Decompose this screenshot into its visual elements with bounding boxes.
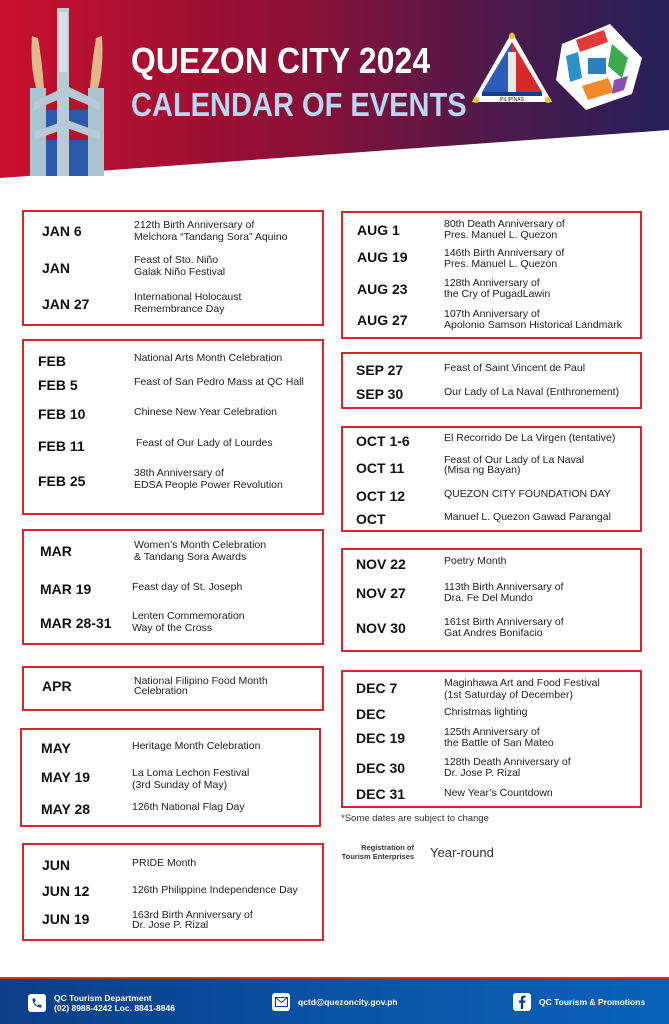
event-date: MAR 28-31 xyxy=(40,615,112,631)
event-desc: 113th Birth Anniversary of Dra. Fe Del Mundo xyxy=(444,581,564,604)
event-desc: 212th Birth Anniversary of Melchora “Tandang Sora” Aquino xyxy=(134,219,288,243)
footer-email[interactable] xyxy=(272,993,398,1011)
event-date: JAN 6 xyxy=(42,223,82,239)
event-desc: Christmas lighting xyxy=(444,706,528,718)
qc-tourism-logo-icon xyxy=(552,22,648,112)
footer xyxy=(0,977,669,1024)
event-desc: 163rd Birth Anniversary of Dr. Jose P. Rizal xyxy=(132,909,253,931)
event-date: OCT 1-6 xyxy=(356,433,410,449)
event-date: JAN 27 xyxy=(42,296,90,312)
event-desc: 38th Anniversary of EDSA People Power Revolution xyxy=(134,467,283,491)
header-banner xyxy=(0,0,669,180)
event-desc: Feast of Saint Vincent de Paul xyxy=(444,362,586,374)
seal-text: PILIPINAS xyxy=(500,97,524,103)
event-desc: Feast day of St. Joseph xyxy=(132,581,243,593)
footer-facebook[interactable] xyxy=(513,993,645,1011)
event-desc: La Loma Lechon Festival (3rd Sunday of May) xyxy=(132,767,250,791)
event-desc: Poetry Month xyxy=(444,555,507,567)
mail-icon xyxy=(272,993,290,1011)
event-date: DEC 19 xyxy=(356,730,406,746)
footer-email-address[interactable]: qctd@quezoncity.gov.ph xyxy=(298,997,398,1007)
event-desc: Feast of Our Lady of La Naval (Misa ng Bayan) xyxy=(444,454,585,476)
month-box-nov xyxy=(341,548,642,652)
event-date: SEP 27 xyxy=(356,362,404,378)
page-subtitle: CALENDAR OF EVENTS xyxy=(131,86,467,123)
month-box-oct xyxy=(341,426,642,532)
event-desc: 161st Birth Anniversary of Gat Andres Bonifacio xyxy=(444,616,564,639)
event-desc: Manuel L. Quezon Gawad Parangal xyxy=(444,511,611,523)
event-desc: Feast of San Pedro Mass at QC Hall xyxy=(134,376,304,388)
event-desc: National Arts Month Celebration xyxy=(134,352,283,364)
event-date: MAY xyxy=(41,740,71,756)
quezon-memorial-monument-icon xyxy=(22,6,112,178)
event-date: MAY 19 xyxy=(41,769,91,785)
month-box-apr xyxy=(22,666,324,711)
event-date: FEB 25 xyxy=(38,473,86,489)
month-box-jan xyxy=(22,210,324,326)
event-date: FEB 5 xyxy=(38,377,78,393)
event-date: OCT xyxy=(356,511,386,527)
footer-phone-label: QC Tourism Department xyxy=(54,993,152,1003)
event-desc: Our Lady of La Naval (Enthronement) xyxy=(444,386,620,398)
footer-phone-number[interactable]: (02) 8988-4242 Loc. 8841-8846 xyxy=(54,1003,175,1013)
event-date: JUN 12 xyxy=(42,883,90,899)
event-date: NOV 30 xyxy=(356,620,406,636)
facebook-icon xyxy=(513,993,531,1011)
event-date: SEP 30 xyxy=(356,386,404,402)
event-desc: 128th Anniversary of the Cry of PugadLawin xyxy=(444,277,551,300)
event-desc: Chinese New Year Celebration xyxy=(134,406,278,418)
month-box-jun xyxy=(22,843,324,941)
event-desc: Maginhawa Art and Food Festival (1st Saturday of December) xyxy=(444,677,600,701)
month-box-feb xyxy=(22,339,324,515)
event-desc: 126th Philippine Independence Day xyxy=(132,884,298,896)
event-desc: PRIDE Month xyxy=(132,857,197,869)
event-date: AUG 27 xyxy=(357,312,408,328)
registration-label: Registration of Tourism Enterprises xyxy=(341,843,414,861)
event-date: NOV 22 xyxy=(356,556,406,572)
event-date: AUG 1 xyxy=(357,222,400,238)
event-date: JUN 19 xyxy=(42,911,90,927)
registration-value: Year-round xyxy=(430,845,494,860)
event-date: DEC 30 xyxy=(356,760,406,776)
event-date: AUG 23 xyxy=(357,281,408,297)
event-date: JAN xyxy=(42,260,71,276)
event-date: DEC 7 xyxy=(356,680,398,696)
event-date: DEC xyxy=(356,706,386,722)
month-box-sep xyxy=(341,352,642,409)
month-box-aug xyxy=(341,211,642,339)
event-desc: QUEZON CITY FOUNDATION DAY xyxy=(444,488,611,500)
event-desc: 107th Anniversary of Apolonio Samson Historical Landmark xyxy=(444,308,623,331)
event-date: JUN xyxy=(42,857,71,873)
event-date: APR xyxy=(42,678,72,694)
event-desc: 128th Death Anniversary of Dr. Jose P. Rizal xyxy=(444,756,571,779)
quezon-city-seal-icon xyxy=(470,30,554,106)
month-box-mar xyxy=(22,529,324,645)
event-desc: 80th Death Anniversary of Pres. Manuel L. Quezon xyxy=(444,218,565,241)
event-date: MAR 19 xyxy=(40,581,92,597)
event-date: AUG 19 xyxy=(357,249,408,265)
event-desc: International Holocaust Remembrance Day xyxy=(134,291,242,315)
event-desc: El Recorrido De La Virgen (tentative) xyxy=(444,432,616,444)
event-desc: Women’s Month Celebration & Tandang Sora Awards xyxy=(134,539,267,563)
footer-facebook-page[interactable]: QC Tourism & Promotions xyxy=(539,997,646,1007)
event-desc: 146th Birth Anniversary of Pres. Manuel L. Quezon xyxy=(444,247,565,270)
event-desc: Feast of Our Lady of Lourdes xyxy=(136,437,273,449)
month-box-dec xyxy=(341,670,642,808)
footer-phone xyxy=(28,993,175,1013)
event-date: MAR xyxy=(40,543,72,559)
event-desc: New Year’s Countdown xyxy=(444,787,553,799)
event-date: FEB 10 xyxy=(38,406,86,422)
event-date: OCT 11 xyxy=(356,460,405,476)
event-desc: Heritage Month Celebration xyxy=(132,740,261,752)
event-desc: 126th National Flag Day xyxy=(132,801,245,813)
event-desc: Lenten Commemoration Way of the Cross xyxy=(132,610,245,634)
month-box-may xyxy=(20,728,321,827)
event-desc: Feast of Sto. Niño Galak Niño Festival xyxy=(134,254,226,278)
disclaimer-note: *Some dates are subject to change xyxy=(341,813,489,824)
page-title: QUEZON CITY 2024 xyxy=(131,40,431,81)
event-date: DEC 31 xyxy=(356,786,406,802)
event-date: FEB xyxy=(38,353,66,369)
event-desc: National Filipino Food Month Celebration xyxy=(134,675,268,697)
event-date: MAY 28 xyxy=(41,801,91,817)
event-date: OCT 12 xyxy=(356,488,406,504)
phone-icon xyxy=(28,994,46,1012)
event-date: NOV 27 xyxy=(356,585,406,601)
event-desc: 125th Anniversary of the Battle of San Mateo xyxy=(444,726,554,749)
event-date: FEB 11 xyxy=(38,438,85,454)
